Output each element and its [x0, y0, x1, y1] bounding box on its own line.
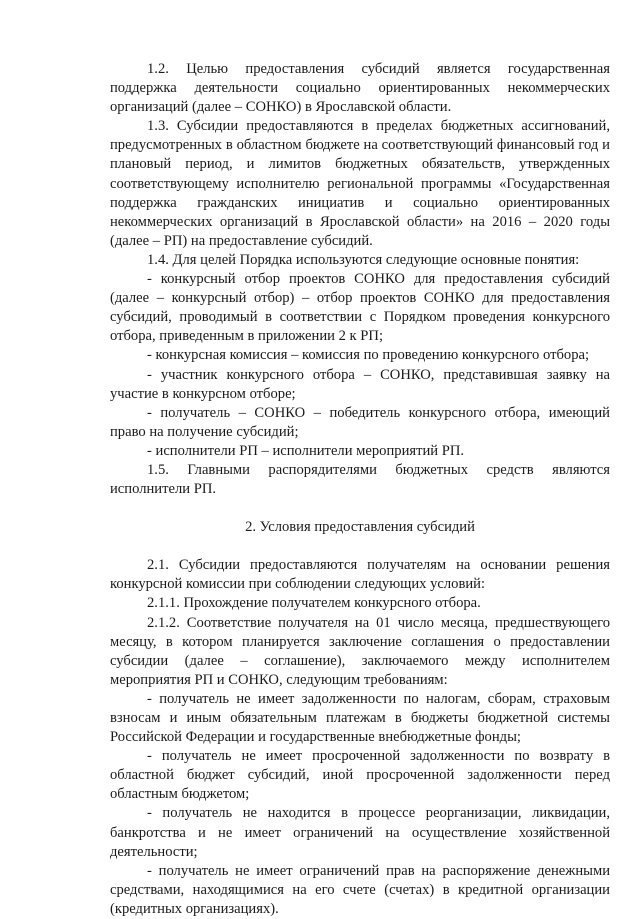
definition-konkursnaya-komissiya: - конкурсная комиссия – комиссия по проведению конкурсного отбора; [147, 347, 590, 364]
paragraph-1-3: 1.3. Субсидии предоставляются в пределах бюджетных ассигнований, предусмотренных в областном бюджете на соответствующий финансовый год и плановый период, и лимитов бюджетных обязательств, утвержденных соответствующему исполнителю региональной программы «Государственная поддержка гражданских инициатив и социально ориентированных некоммерческих организаций в Ярославской области» на 2016 – 2020 годы (далее – РП) на предоставление субсидий. [110, 118, 610, 249]
paragraph-2-1-1: 2.1.1. Прохождение получателем конкурсного отбора. [147, 595, 481, 612]
paragraph-1-5: 1.5. Главными распорядителями бюджетных средств являются исполнители РП. [110, 461, 610, 498]
definition-konkursny-otbor: - конкурсный отбор проектов СОНКО для предоставления субсидий (далее – конкурсный отбор) – отбор проектов СОНКО для предоставления субсидий, проводимый в соответствии с Порядком проведения конкурсного отбора, приведенным в приложении 2 к РП; [110, 271, 610, 345]
requirement-no-tax-debt: - получатель не имеет задолженности по налогам, сборам, страховым взносам и иным обязательным платежам в бюджеты бюджетной системы Российской Федерации и государственные внебюджетные фонды; [110, 690, 610, 746]
requirement-no-reorganization: - получатель не находится в процессе реорганизации, ликвидации, банкротства и не имеет ограничений на осуществление хозяйственной деятельности; [110, 805, 610, 860]
paragraph-1-2: 1.2. Целью предоставления субсидий является государственная поддержка деятельности социально ориентированных некоммерческих организаций (далее – СОНКО) в Ярославской области. [110, 61, 610, 116]
paragraph-2-1-2: 2.1.2. Соответствие получателя на 01 число месяца, предшествующего месяцу, в котором планируется заключение соглашения о предоставлении субсидии (далее – соглашение), заключаемого между исполнителем мероприятия РП и СОНКО, следующим требованиям: [110, 614, 610, 688]
spacer [110, 537, 610, 556]
paragraph-1-4: 1.4. Для целей Порядка используются следующие основные понятия: [147, 251, 580, 268]
definition-ispolniteli: - исполнители РП – исполнители мероприятий РП. [147, 442, 465, 459]
section-2-heading: 2. Условия предоставления субсидий [245, 519, 475, 536]
document-page [110, 60, 610, 919]
paragraph-2-1: 2.1. Субсидии предоставляются получателям на основании решения конкурсной комиссии при соблюдении следующих условий: [110, 557, 610, 593]
spacer [110, 499, 610, 518]
requirement-no-account-restrictions: - получатель не имеет ограничений прав на распоряжение денежными средствами, находящимися на его счете (счетах) в кредитной организации (кредитных организациях). [110, 862, 610, 917]
definition-uchastnik: - участник конкурсного отбора – СОНКО, представившая заявку на участие в конкурсном отборе; [110, 366, 610, 402]
definition-poluchatel: - получатель – СОНКО – победитель конкурсного отбора, имеющий право на получение субсидий; [110, 404, 610, 440]
requirement-no-overdue-debt: - получатель не имеет просроченной задолженности по возврату в областной бюджет субсидий, иной просроченной задолженности перед областным бюджетом; [110, 748, 610, 803]
